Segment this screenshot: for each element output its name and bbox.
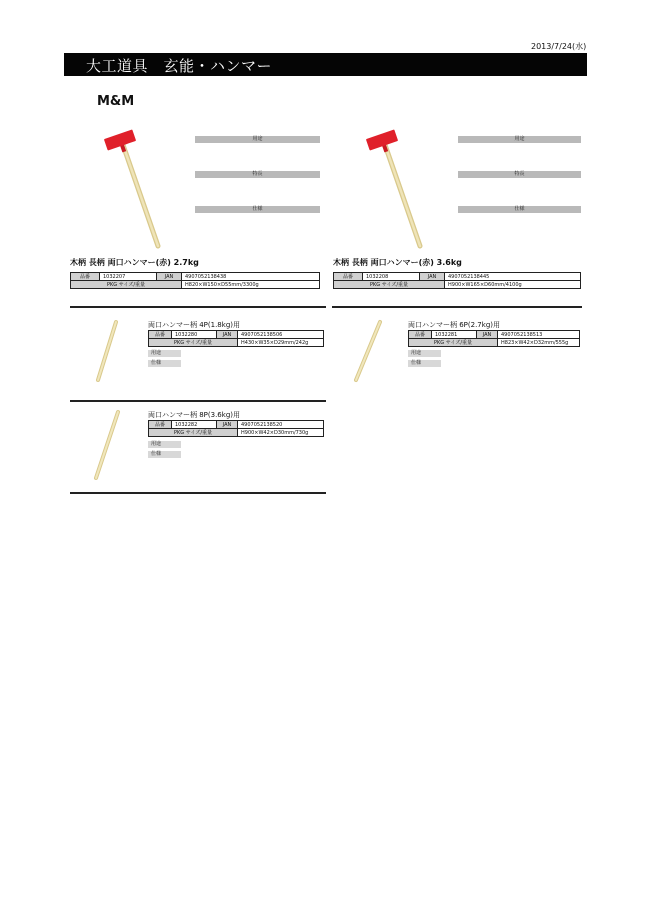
print-date: 2013/7/24(水)	[531, 42, 587, 51]
spec-table	[148, 330, 324, 347]
pkg-value: H900×W42×D30mm/730g	[238, 429, 324, 437]
code-value: 1032282	[172, 421, 217, 429]
handle-image	[88, 408, 128, 482]
usage-tag: 用途	[148, 441, 181, 448]
code-label: 品番	[334, 273, 363, 281]
jan-label: JAN	[217, 421, 238, 429]
jan-label: JAN	[477, 331, 498, 339]
code-label: 品番	[71, 273, 100, 281]
hammer-image	[100, 128, 170, 250]
spec-table	[408, 330, 580, 347]
jan-value: 4907052138513	[498, 331, 580, 339]
jan-label: JAN	[217, 331, 238, 339]
pkg-value: H820×W150×D55mm/3300g	[182, 281, 320, 289]
pkg-value: H430×W35×D29mm/242g	[238, 339, 324, 347]
specs-bar: 仕様	[195, 206, 320, 213]
usage-tag: 用途	[408, 350, 441, 357]
code-label: 品番	[149, 421, 172, 429]
jan-value: 4907052138438	[182, 273, 320, 281]
usage-bar: 用途	[458, 136, 581, 143]
section-divider	[332, 306, 582, 308]
brand-logo: M&M	[97, 94, 135, 109]
features-bar: 特長	[195, 171, 320, 178]
spec-table	[70, 272, 320, 289]
specs-bar: 仕様	[458, 206, 581, 213]
handle-image	[348, 318, 388, 384]
code-value: 1032281	[432, 331, 477, 339]
code-value: 1032207	[100, 273, 157, 281]
handle-title: 両口ハンマー柄 4P(1.8kg)用	[148, 321, 240, 329]
product-title: 木柄 長柄 両口ハンマー(赤) 2.7kg	[70, 258, 199, 267]
jan-value: 4907052138520	[238, 421, 324, 429]
jan-value: 4907052138506	[238, 331, 324, 339]
handle-image	[88, 318, 128, 384]
section-divider	[70, 492, 326, 494]
pkg-label: PKG サイズ/重量	[71, 281, 182, 289]
code-value: 1032280	[172, 331, 217, 339]
product-title: 木柄 長柄 両口ハンマー(赤) 3.6kg	[333, 258, 462, 267]
jan-label: JAN	[157, 273, 182, 281]
code-value: 1032208	[363, 273, 420, 281]
pkg-label: PKG サイズ/重量	[409, 339, 498, 347]
usage-bar: 用途	[195, 136, 320, 143]
features-bar: 特長	[458, 171, 581, 178]
page-title-bar	[64, 53, 587, 76]
pkg-label: PKG サイズ/重量	[149, 429, 238, 437]
hammer-image	[362, 128, 432, 250]
page-title: 大工道具 玄能・ハンマー	[86, 57, 273, 75]
section-divider	[70, 306, 326, 308]
usage-tag: 用途	[148, 350, 181, 357]
section-divider	[70, 400, 326, 402]
code-label: 品番	[409, 331, 432, 339]
handle-title: 両口ハンマー柄 6P(2.7kg)用	[408, 321, 500, 329]
pkg-value: H823×W42×D32mm/555g	[498, 339, 580, 347]
spec-table	[333, 272, 581, 289]
pkg-value: H900×W165×D60mm/4100g	[445, 281, 581, 289]
jan-label: JAN	[420, 273, 445, 281]
jan-value: 4907052138445	[445, 273, 581, 281]
pkg-label: PKG サイズ/重量	[149, 339, 238, 347]
pkg-label: PKG サイズ/重量	[334, 281, 445, 289]
code-label: 品番	[149, 331, 172, 339]
specs-tag: 仕様	[408, 360, 441, 367]
specs-tag: 仕様	[148, 360, 181, 367]
handle-title: 両口ハンマー柄 8P(3.6kg)用	[148, 411, 240, 419]
specs-tag: 仕様	[148, 451, 181, 458]
spec-table	[148, 420, 324, 437]
